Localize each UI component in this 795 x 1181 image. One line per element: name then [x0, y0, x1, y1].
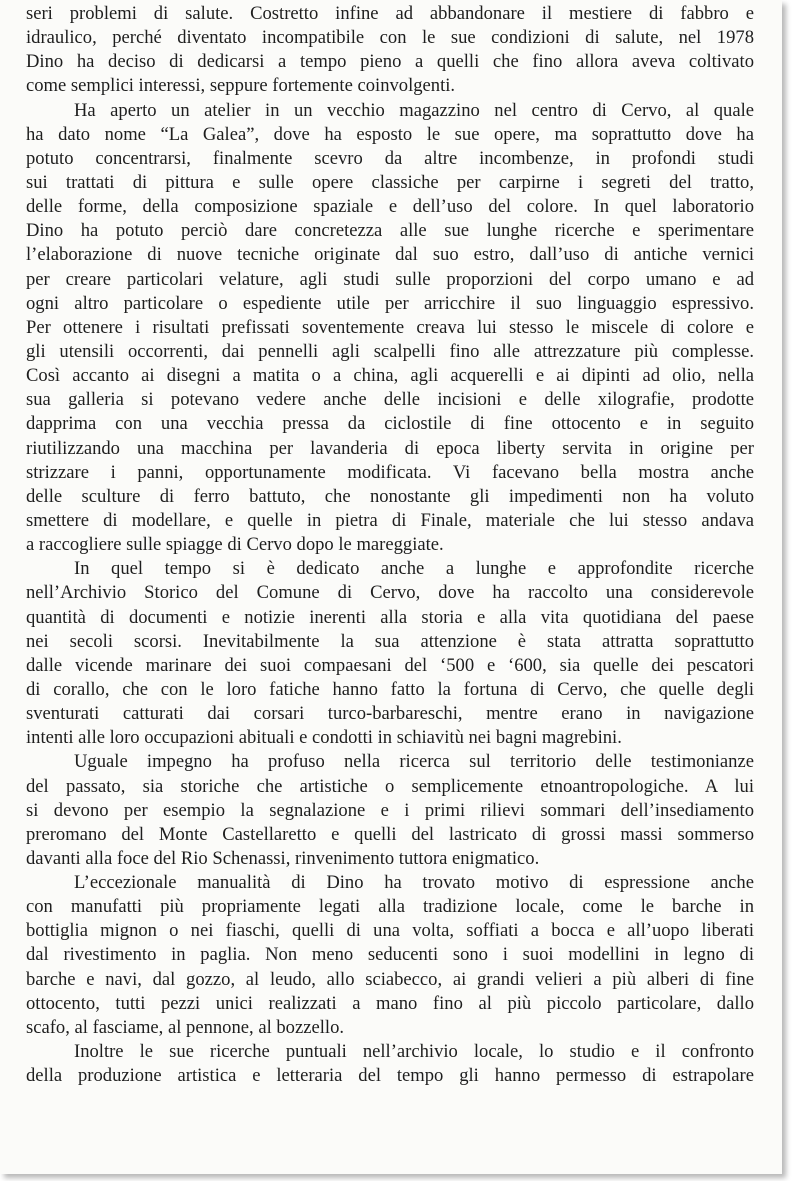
text-line: Uguale impegno ha profuso nella ricerca sul territorio delle testimonianze — [74, 751, 754, 773]
text-line: della produzione artistica e letteraria del tempo gli hanno permesso di estrapolare — [26, 1065, 754, 1087]
paragraph — [26, 1040, 754, 1088]
text-line: nell’Archivio Storico del Comune di Cervo, dove ha raccolto una considerevole — [26, 582, 754, 604]
text-line: bottiglia mignon o nei fiaschi, quelli di una volta, soffiati a bocca e all’uopo liberati — [26, 920, 754, 942]
text-line: In quel tempo si è dedicato anche a lunghe e approfondite ricerche — [74, 558, 754, 580]
paragraph — [26, 2, 754, 99]
text-line: con manufatti più propriamente legati alla tradizione locale, come le barche in — [26, 896, 754, 918]
text-line: Dino ha deciso di dedicarsi a tempo pieno a quelli che fino allora aveva coltivato — [26, 51, 754, 73]
text-line: sua galleria si potevano vedere anche delle incisioni e delle xilografie, prodotte — [26, 389, 754, 411]
text-line: seri problemi di salute. Costretto infine ad abbandonare il mestiere di fabbro e — [26, 3, 754, 24]
text-line: preromano del Monte Castellaretto e quelli del lastricato di grossi massi sommerso — [26, 823, 754, 845]
text-line: Dino ha potuto perciò dare concretezza alle sue lunghe ricerche e sperimentare — [26, 220, 754, 242]
text-line: potuto concentrarsi, finalmente scevro da altre incombenze, in profondi studi — [26, 147, 754, 169]
text-line: smettere di modellare, e quelle in pietra di Finale, materiale che lui stesso andava — [26, 509, 754, 531]
paragraph — [26, 99, 754, 558]
text-line: per creare particolari velature, agli studi sulle proporzioni del corpo umano e ad — [26, 268, 754, 290]
text-line: intenti alle loro occupazioni abituali e condotti in schiavitù nei bagni magrebini. — [26, 727, 622, 749]
text-line: ottocento, tutti pezzi unici realizzati a mano fino al più piccolo particolare, dallo — [26, 992, 754, 1014]
text-line: Inoltre le sue ricerche puntuali nell’archivio locale, lo studio e il confronto — [74, 1041, 754, 1063]
text-line: gli utensili occorrenti, dai pennelli agli scalpelli fino alle attrezzature più complesse. — [26, 340, 754, 362]
text-line: quantità di documenti e notizie inerenti alla storia e alla vita quotidiana del paese — [26, 606, 754, 628]
paragraph — [26, 750, 754, 871]
text-line: barche e navi, dal gozzo, al leudo, allo sciabecco, ai grandi velieri a più alberi di fine — [26, 968, 754, 990]
text-line: Così accanto ai disegni a matita o a china, agli acquerelli e ai dipinti ad olio, nella — [26, 365, 754, 387]
paragraph — [26, 557, 754, 750]
text-line: sventurati catturati dai corsari turco-barbareschi, mentre erano in navigazione — [26, 703, 754, 725]
text-line: l’elaborazione di nuove tecniche originate dal suo estro, dall’uso di antiche vernici — [26, 244, 754, 266]
text-line: nei secoli scorsi. Inevitabilmente la sua attenzione è stata attratta soprattutto — [26, 630, 754, 652]
text-line: come semplici interessi, seppure fortemente coinvolgenti. — [26, 75, 456, 97]
text-line: L’eccezionale manualità di Dino ha trovato motivo di espressione anche — [74, 872, 754, 894]
text-line: dal rivestimento in paglia. Non meno seducenti sono i suoi modellini in legno di — [26, 944, 754, 966]
text-line: riutilizzando una macchina per lavanderia di epoca liberty servita in origine per — [26, 437, 754, 459]
text-line: davanti alla foce del Rio Schenassi, rinvenimento tuttora enigmatico. — [26, 847, 540, 869]
text-line: delle forme, della composizione spaziale e dell’uso del colore. In quel laboratorio — [26, 196, 754, 218]
body-text — [26, 2, 754, 1088]
text-line: sui trattati di pittura e sulle opere classiche per carpirne i segreti del tratto, — [26, 171, 754, 193]
text-line: di corallo, che con le loro fatiche hanno fatto la fortuna di Cervo, che quelle degli — [26, 678, 754, 700]
text-line: dalle vicende marinare dei suoi compaesani del ‘500 e ‘600, sia quelle dei pescatori — [26, 654, 754, 676]
text-line: dapprima con una vecchia pressa da ciclostile di fine ottocento e in seguito — [26, 413, 754, 435]
text-line: ha dato nome “La Galea”, dove ha esposto le sue opere, ma soprattutto dove ha — [26, 123, 754, 145]
text-line: a raccogliere sulle spiagge di Cervo dopo le mareggiate. — [26, 534, 444, 556]
text-line: ogni altro particolare o espediente utile per arricchire il suo linguaggio espressivo. — [26, 292, 754, 314]
text-line: si devono per esempio la segnalazione e i primi rilievi sommari dell’insediamento — [26, 799, 754, 821]
text-line: idraulico, perché diventato incompatibile con le sue condizioni di salute, nel 1978 — [26, 27, 754, 49]
text-line: scafo, al fasciame, al pennone, al bozzello. — [26, 1016, 345, 1038]
text-line: Per ottenere i risultati prefissati soventemente creava lui stesso le miscele di colore e — [26, 316, 754, 338]
text-line: Ha aperto un atelier in un vecchio magazzino nel centro di Cervo, al quale — [74, 99, 754, 121]
text-line: delle sculture di ferro battuto, che nonostante gli impedimenti non ha voluto — [26, 485, 754, 507]
text-line: del passato, sia storiche che artistiche o semplicemente etnoantropologiche. A lui — [26, 775, 754, 797]
paragraph — [26, 871, 754, 1040]
text-line: strizzare i panni, opportunamente modificata. Vi facevano bella mostra anche — [26, 461, 754, 483]
